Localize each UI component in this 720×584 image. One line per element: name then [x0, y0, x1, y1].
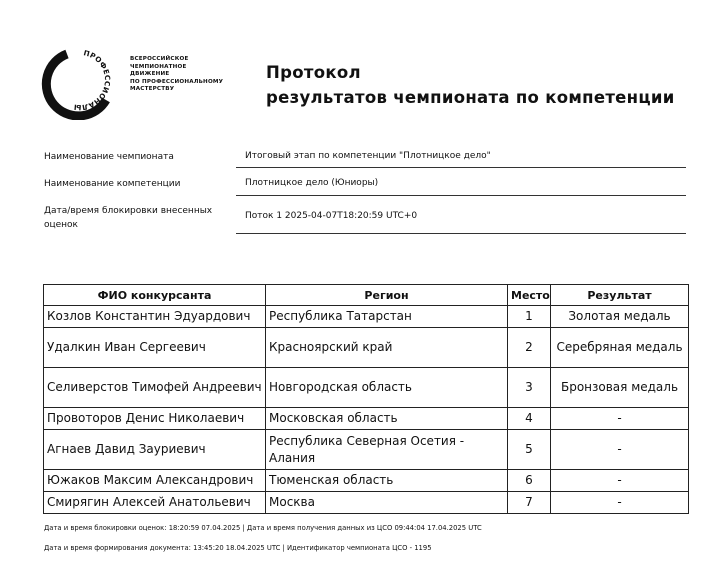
header-name: ФИО конкурсанта [44, 285, 266, 306]
championship-value: Итоговый этап по компетенции "Плотницкое дело" [245, 151, 491, 161]
cell-place: 6 [508, 470, 551, 492]
cell-name: Удалкин Иван Сергеевич [44, 328, 266, 368]
cell-name: Селиверстов Тимофей Андреевич [44, 368, 266, 408]
cell-name: Смирягин Алексей Анатольевич [44, 492, 266, 514]
table-row [44, 492, 689, 514]
header-result: Результат [551, 285, 689, 306]
cell-region: Москва [266, 492, 508, 514]
cell-region: Республика Северная Осетия - Алания [266, 430, 508, 470]
table-row [44, 408, 689, 430]
divider [236, 233, 686, 234]
org-line: ПО ПРОФЕССИОНАЛЬНОМУ [130, 78, 224, 85]
professionaly-logo [40, 40, 120, 120]
cell-result: Серебряная медаль [551, 328, 689, 368]
divider [236, 167, 686, 168]
table-row [44, 306, 689, 328]
cell-region: Тюменская область [266, 470, 508, 492]
cell-place: 2 [508, 328, 551, 368]
cell-name: Провоторов Денис Николаевич [44, 408, 266, 430]
cell-place: 5 [508, 430, 551, 470]
organization-name [130, 56, 250, 94]
lock-label-line-1: Дата/время блокировки внесенных [44, 206, 213, 216]
document-title [266, 60, 675, 110]
lock-label-line-2: оценок [44, 220, 78, 230]
divider [236, 195, 686, 196]
cell-place: 1 [508, 306, 551, 328]
table-row [44, 368, 689, 408]
cell-result: - [551, 492, 689, 514]
footer-lock-info: Дата и время блокировки оценок: 18:20:59 07.04.2025 | Дата и время получения данных из ЦСО 09:44:04 17.04.2025 UTC [44, 524, 482, 532]
lock-datetime-value: Поток 1 2025-04-07T18:20:59 UTC+0 [245, 211, 418, 221]
header-region: Регион [266, 285, 508, 306]
cell-result: Бронзовая медаль [551, 368, 689, 408]
cell-result: - [551, 430, 689, 470]
org-line: ЧЕМПИОНАТНОЕ [130, 63, 187, 70]
title-line-1: Протокол [266, 63, 361, 82]
cell-place: 4 [508, 408, 551, 430]
footer-generation-info: Дата и время формирования документа: 13:45:20 18.04.2025 UTC | Идентификатор чемпионата ЦСО - 1195 [44, 544, 432, 552]
competence-label: Наименование компетенции [44, 179, 181, 189]
cell-name: Южаков Максим Александрович [44, 470, 266, 492]
cell-result: - [551, 470, 689, 492]
table-header-row [44, 285, 689, 306]
results-table [43, 284, 689, 514]
title-line-2: результатов чемпионата по компетенции [266, 88, 675, 107]
cell-name: Козлов Константин Эдуардович [44, 306, 266, 328]
table-row [44, 430, 689, 470]
cell-place: 3 [508, 368, 551, 408]
cell-region: Новгородская область [266, 368, 508, 408]
competence-value: Плотницкое дело (Юниоры) [245, 178, 379, 188]
table-row [44, 328, 689, 368]
cell-place: 7 [508, 492, 551, 514]
cell-region: Московская область [266, 408, 508, 430]
cell-result: - [551, 408, 689, 430]
org-line: МАСТЕРСТВУ [130, 86, 175, 93]
cell-region: Красноярский край [266, 328, 508, 368]
header-place: Место [508, 285, 551, 306]
logo-text: ПРОФЕССИОНАЛЫ [73, 48, 113, 113]
cell-name: Агнаев Давид Зауриевич [44, 430, 266, 470]
lock-datetime-label [44, 204, 212, 232]
org-line: ВСЕРОССИЙСКОЕ [130, 56, 189, 62]
championship-label: Наименование чемпионата [44, 152, 174, 162]
org-line: ДВИЖЕНИЕ [130, 71, 170, 78]
table-row [44, 470, 689, 492]
cell-region: Республика Татарстан [266, 306, 508, 328]
cell-result: Золотая медаль [551, 306, 689, 328]
